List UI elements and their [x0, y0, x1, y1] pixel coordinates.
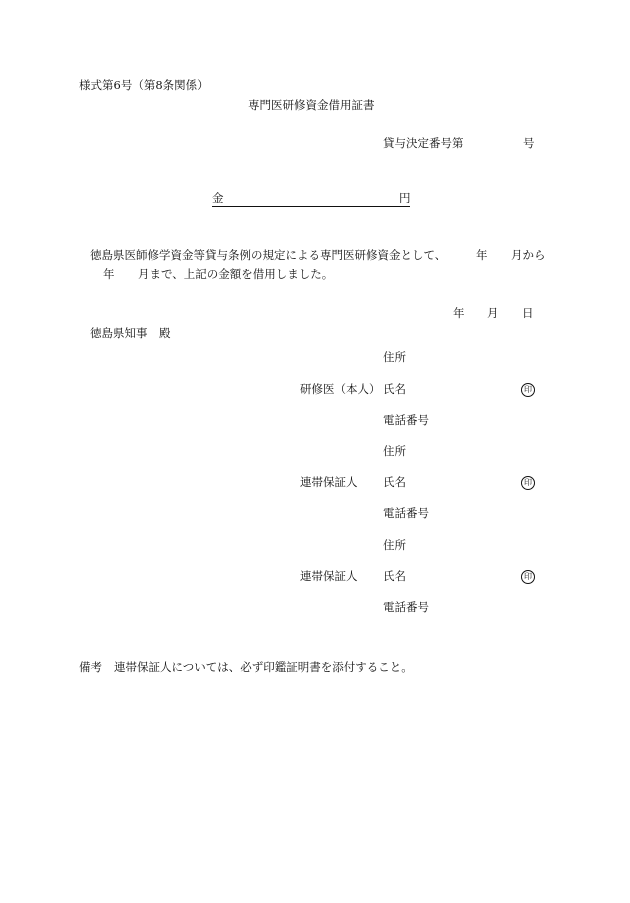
note-text: 連帯保証人については、必ず印鑑証明書を添付すること。: [114, 660, 413, 674]
date-year: 年: [453, 306, 465, 320]
seal-mark: 印: [521, 476, 535, 490]
document-title: 専門医研修資金借用証書: [248, 98, 375, 112]
addressee: 徳島県知事 殿: [90, 326, 171, 340]
body-line-1: 徳島県医師修学資金等貸与条例の規定による専門医研修資金として、: [90, 248, 447, 262]
party-role: 連帯保証人: [300, 475, 358, 489]
amount-prefix: 金: [212, 191, 224, 205]
loan-decision-suffix: 号: [523, 136, 535, 150]
body-year-1: 年: [476, 248, 488, 262]
body-year-2: 年: [103, 267, 115, 281]
seal-mark: 印: [521, 570, 535, 584]
note-label: 備考: [79, 660, 102, 674]
date-day: 日: [522, 306, 534, 320]
party-address-label: 住所: [383, 444, 406, 458]
body-month-1: 月から: [511, 248, 546, 262]
party-name-label: 氏名: [383, 382, 406, 396]
party-name-label: 氏名: [383, 569, 406, 583]
amount-suffix: 円: [399, 191, 411, 205]
party-phone-label: 電話番号: [383, 506, 429, 520]
body-month-2: 月まで、上記の金額を借用しました。: [138, 267, 334, 281]
party-name-label: 氏名: [383, 475, 406, 489]
loan-decision-prefix: 貸与決定番号第: [383, 136, 464, 150]
party-role: 連帯保証人: [300, 569, 358, 583]
party-phone-label: 電話番号: [383, 600, 429, 614]
party-role: 研修医（本人）: [300, 382, 381, 396]
form-number: 様式第6号（第8条関係）: [79, 78, 209, 92]
party-phone-label: 電話番号: [383, 413, 429, 427]
seal-mark: 印: [521, 383, 535, 397]
party-address-label: 住所: [383, 538, 406, 552]
date-month: 月: [487, 306, 499, 320]
amount-underline: [212, 206, 410, 207]
party-address-label: 住所: [383, 350, 406, 364]
